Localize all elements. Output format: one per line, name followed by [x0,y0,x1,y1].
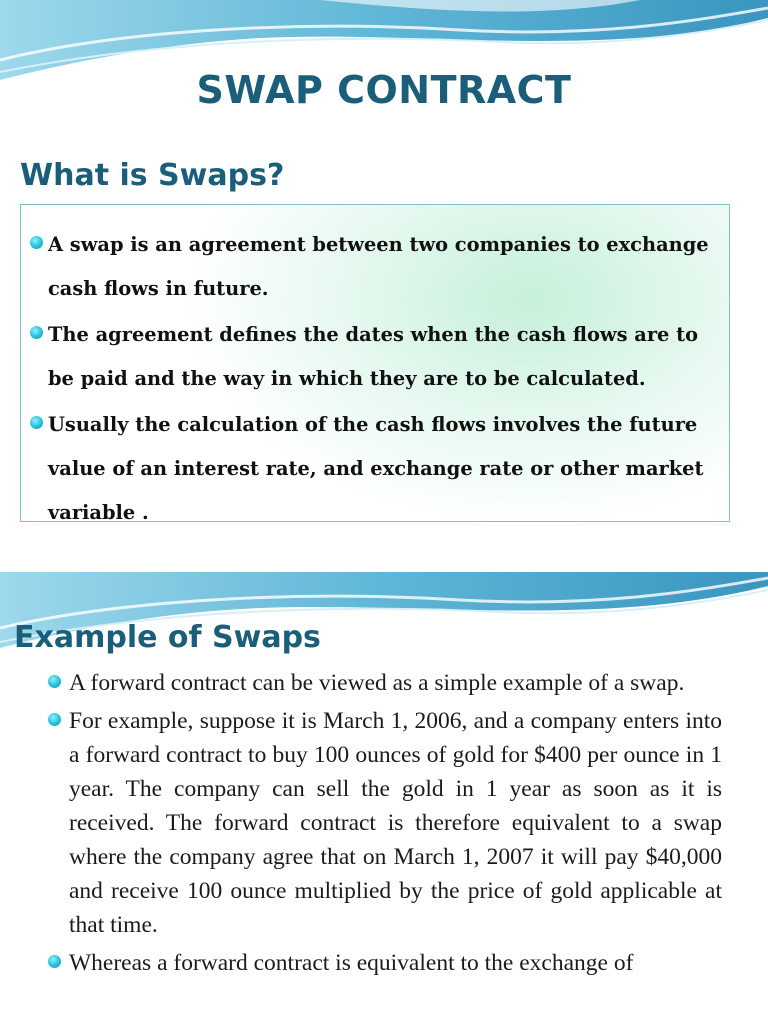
definition-box [20,204,730,522]
slide-2 [0,572,768,1024]
list-item [46,666,722,700]
example-bullet-list [46,666,722,984]
definition-bullet-list [21,223,721,537]
bullet-text: The agreement defines the dates when the cash flows are to be paid and the way in which they are to be calculated. [48,323,699,390]
bullet-icon [48,675,61,688]
bullet-text: For example, suppose it is March 1, 2006, and a company enters into a forward contract to buy 100 ounces of gold for $400 per ounce in 1 year. The company can sell the gold in 1 year as soon as it is received. The forward contract is therefore equivalent to a swap where the company agree that on March 1, 2007 it will pay $40,000 and receive 100 ounce multiplied by the price of gold applicable at that time. [69,708,722,938]
bullet-icon [48,955,61,968]
bullet-icon [30,236,43,249]
slide-title: SWAP CONTRACT [196,68,572,112]
bullet-icon [48,713,61,726]
list-item [21,223,721,311]
bullet-icon [30,416,43,429]
bullet-text: A forward contract can be viewed as a simple example of a swap. [69,670,685,696]
bullet-icon [30,326,43,339]
list-item [21,313,721,401]
bullet-text: Whereas a forward contract is equivalent to the exchange of [69,950,634,976]
section-heading: Example of Swaps [14,620,321,655]
list-item [46,946,722,980]
section-heading: What is Swaps? [20,158,285,193]
bullet-text: A swap is an agreement between two companies to exchange cash flows in future. [48,233,709,300]
list-item [46,704,722,942]
list-item [21,403,721,535]
bullet-text: Usually the calculation of the cash flows involves the future value of an interest rate, and exchange rate or other market variable . [48,413,704,524]
